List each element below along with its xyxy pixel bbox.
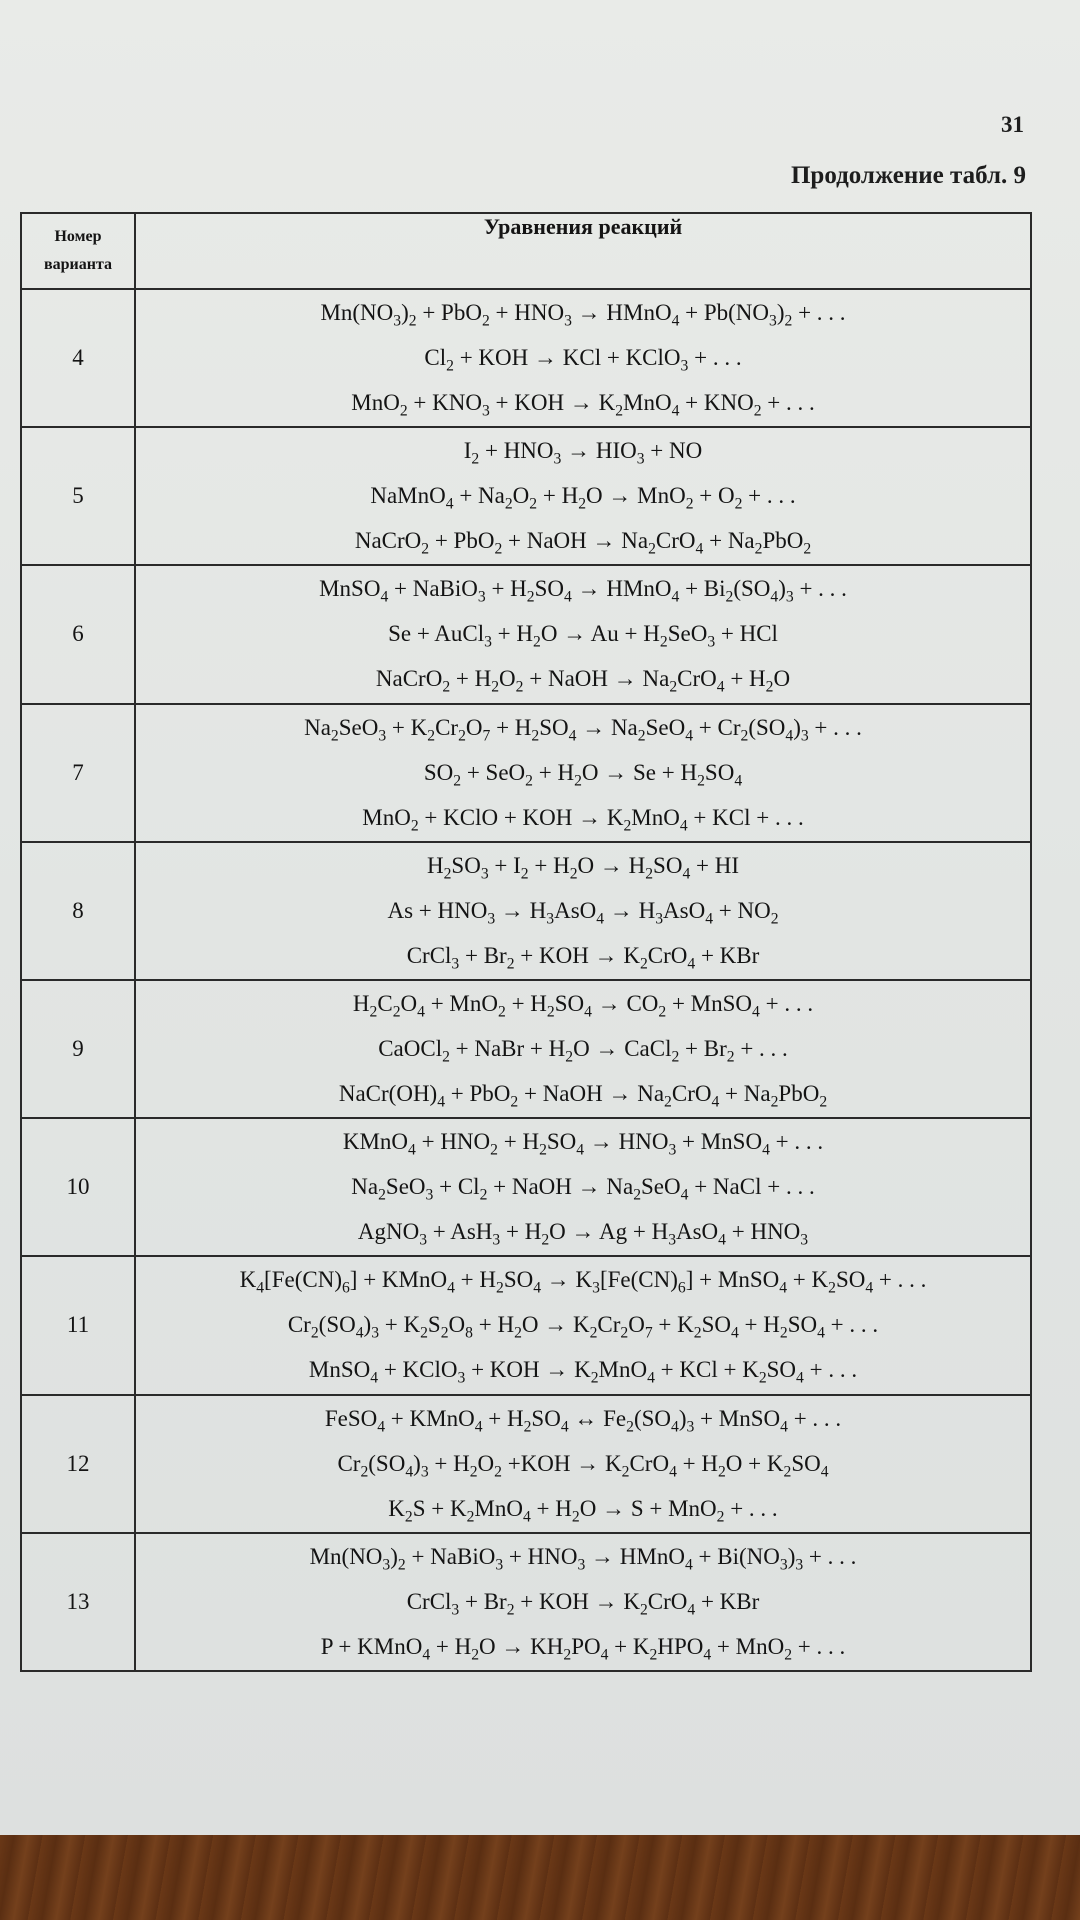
table-row bbox=[21, 842, 1031, 980]
reaction-equation: $Cr_2(SO_4)_3 + H_2O_2 +KOH \to K_2CrO_4 + H_2O + K_2SO_4$ bbox=[337, 1450, 829, 1481]
table-caption: Продолжение табл. 9 bbox=[790, 162, 1026, 189]
equations-cell bbox=[135, 427, 1031, 565]
reaction-equation: AgNO$_3$ + $AsH_3 + H_2O \to Ag + H_3AsO_4 + HNO_3$ bbox=[357, 1219, 809, 1249]
variant-number: 9 bbox=[21, 980, 135, 1118]
equations-cell bbox=[135, 1395, 1031, 1533]
reaction-equation: NaCrO$_2$ + $H_2O_2$ + NaOH → $Na_2CrO_4 + H_2O$ bbox=[375, 666, 791, 696]
reaction-equation: $SO_2 + SeO_2 + H_2O \to Se + H_2SO_4$ bbox=[423, 759, 743, 790]
reaction-equation: $H_2SO_3 + I_2 + H_2O \to H_2SO_4$ + HI bbox=[426, 852, 740, 883]
variant-number: 5 bbox=[21, 427, 135, 565]
reaction-equation: CaOCl$_2$ + NaBr + $H_2O$ → CaCl$_2$ + $Br_2$ + . . . bbox=[378, 1035, 788, 1066]
variant-number: 11 bbox=[21, 1256, 135, 1394]
equations-cell bbox=[135, 289, 1031, 427]
table-row bbox=[21, 1395, 1031, 1533]
header-equations: Уравнения реакций bbox=[135, 213, 1031, 289]
equations-cell bbox=[135, 842, 1031, 980]
reaction-equation: $K_4[Fe(CN)_6]$ + KMnO$_4$ + $H_2SO_4 \to K_3[Fe(CN)_6]$ + MnSO$_4$ + $K_2SO_4$ + . . . bbox=[239, 1267, 927, 1297]
reaction-equation: NaMnO$_4$ + $Na_2O_2 + H_2O \to MnO_2 + O_2$ + . . . bbox=[370, 483, 796, 513]
reaction-equation: KMnO$_4$ + $HNO_2 + H_2SO_4 \to HNO_3$ + MnSO$_4$ + . . . bbox=[342, 1129, 824, 1159]
table-row bbox=[21, 289, 1031, 427]
reaction-equation: $K_2S + K_2MnO_4 + H_2O \to S + MnO_2$ + . . . bbox=[388, 1495, 778, 1526]
reaction-equation: CrCl$_3$ + $Br_2$ + KOH → $K_2CrO_4$ + KBr bbox=[406, 942, 760, 973]
variant-number: 13 bbox=[21, 1533, 135, 1671]
reaction-equation: $H_2C_2O_4 + MnO_2 + H_2SO_4 \to CO_2$ + MnSO$_4$ + . . . bbox=[352, 990, 814, 1021]
table-row bbox=[21, 704, 1031, 842]
reaction-equation: NaCrO$_2$ + PbO$_2$ + NaOH → $Na_2CrO_4 + Na_2PbO_2$ bbox=[354, 528, 812, 558]
table-row bbox=[21, 1256, 1031, 1394]
reaction-equation: Se + AuCl$_3$ + $H_2O \to Au + H_2SeO_3$ + HCl bbox=[388, 621, 778, 651]
reaction-equation: MnSO$_4$ + NaBiO$_3$ + $H_2SO_4$ → HMnO$_4$ + $Bi_2(SO_4)_3$ + . . . bbox=[319, 576, 847, 606]
equations-cell bbox=[135, 1118, 1031, 1256]
reaction-equation: $Na_2SeO_3 + Cl_2$ + NaOH → $Na_2SeO_4$ + NaCl + . . . bbox=[351, 1174, 815, 1204]
reactions-table bbox=[20, 212, 1032, 1672]
reaction-equation: $MnO_2 + KNO_3$ + KOH → $K_2MnO_4 + KNO_2$ + . . . bbox=[351, 390, 815, 420]
page-number: 31 bbox=[1001, 112, 1024, 137]
variant-number: 6 bbox=[21, 565, 135, 703]
equations-cell bbox=[135, 704, 1031, 842]
reaction-equation: $As + HNO_3 \to H_3AsO_4 \to H_3AsO_4 + NO_2$ bbox=[387, 897, 779, 928]
reaction-equation: P + KMnO$_4$ + $H_2O \to KH_2PO_4 + K_2HPO_4 + MnO_2$ + . . . bbox=[320, 1633, 846, 1664]
reaction-equation: $NaCr(OH)_4 + PbO_2$ + NaOH → $Na_2CrO_4 + Na_2PbO_2$ bbox=[338, 1080, 828, 1111]
equations-cell bbox=[135, 1533, 1031, 1671]
table-row bbox=[21, 980, 1031, 1118]
reaction-equation: $Mn(NO_3)_2 + PbO_2 + HNO_3$ → HMnO$_4$ + $Pb(NO_3)_2$ + . . . bbox=[320, 300, 846, 330]
reaction-equation: $Mn(NO_3)_2$ + NaBiO$_3$ + $HNO_3$ → HMnO$_4$ + $Bi(NO_3)_3$ + . . . bbox=[309, 1543, 857, 1574]
table-header-row bbox=[21, 213, 1031, 289]
table-row bbox=[21, 1118, 1031, 1256]
variant-number: 4 bbox=[21, 289, 135, 427]
reaction-equation: $Cl_2$ + KOH → KCl + KClO$_3$ + . . . bbox=[424, 345, 742, 375]
reaction-equation: $I_2 + HNO_3 \to HIO_3$ + NO bbox=[463, 438, 703, 468]
reaction-equation: MnO$_2$ + KClO + KOH → $K_2MnO_4$ + KCl + . . . bbox=[362, 804, 804, 835]
reaction-equation: CrCl$_3$ + $Br_2$ + KOH → $K_2CrO_4$ + KBr bbox=[406, 1588, 760, 1619]
reaction-equation: FeSO$_4$ + KMnO$_4$ + $H_2SO_4$ ↔ $Fe_2(SO_4)_3$ + MnSO$_4$ + . . . bbox=[324, 1405, 842, 1436]
equations-cell bbox=[135, 565, 1031, 703]
table-row bbox=[21, 1533, 1031, 1671]
variant-number: 12 bbox=[21, 1395, 135, 1533]
table-row bbox=[21, 565, 1031, 703]
reaction-equation: MnSO$_4$ + KClO$_3$ + KOH → $K_2MnO_4$ + KCl + $K_2SO_4$ + . . . bbox=[308, 1357, 858, 1387]
reaction-equation: $Cr_2(SO_4)_3 + K_2S_2O_8 + H_2O \to K_2Cr_2O_7 + K_2SO_4 + H_2SO_4$ + . . . bbox=[287, 1312, 879, 1342]
table-row bbox=[21, 427, 1031, 565]
reaction-equation: $Na_2SeO_3 + K_2Cr_2O_7 + H_2SO_4 \to Na_2SeO_4 + Cr_2(SO_4)_3$ + . . . bbox=[304, 714, 862, 745]
table-body bbox=[21, 289, 1031, 1671]
wooden-table-surface bbox=[0, 1835, 1080, 1920]
variant-number: 10 bbox=[21, 1118, 135, 1256]
equations-cell bbox=[135, 980, 1031, 1118]
equations-cell bbox=[135, 1256, 1031, 1394]
header-variant-number: Номер варианта bbox=[21, 213, 135, 289]
variant-number: 7 bbox=[21, 704, 135, 842]
variant-number: 8 bbox=[21, 842, 135, 980]
